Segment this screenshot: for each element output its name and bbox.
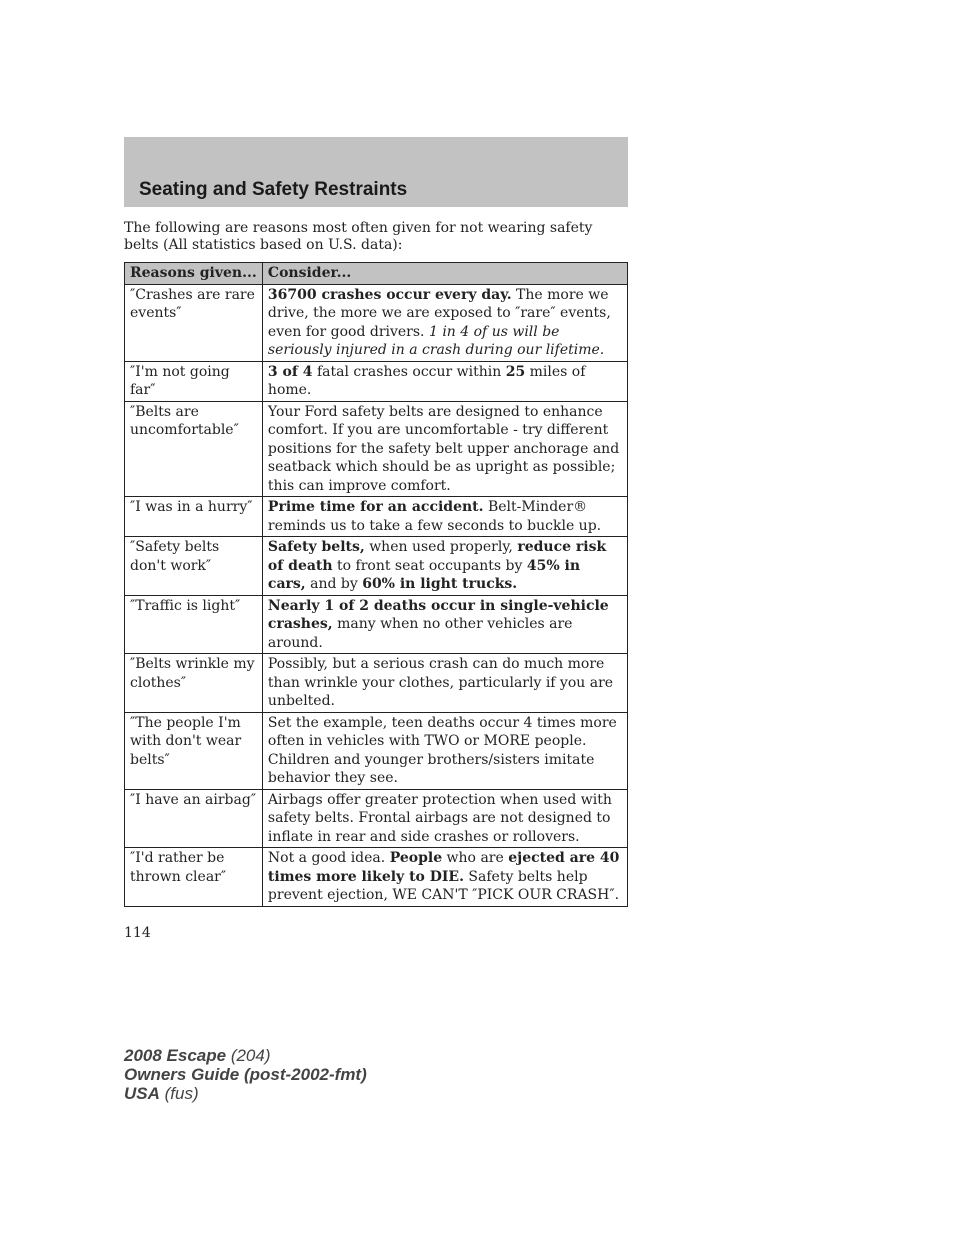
footer-line-1 [124,1046,367,1065]
consider-cell [262,361,627,401]
reason-cell: ″Traffic is light″ [125,595,263,654]
footer-market-code: (fus) [159,1084,199,1103]
reasons-table [124,262,628,907]
table-row [125,595,628,654]
footer-model: 2008 Escape [124,1046,227,1065]
consider-text-segment: Safety belts, [267,539,365,555]
table-row [125,654,628,713]
consider-text-segment: miles of home. [267,363,586,398]
table-body [125,284,628,906]
consider-text-segment: Your Ford safety belts are designed to enhance comfort. If you are uncomfortable - try different positions for the safety belt upper anchorage and seatback which should be as upright as possible; this can improve comfort. [267,403,620,494]
footer-model-code: (204) [226,1046,271,1065]
table-row [125,537,628,596]
consider-text-segment: 3 of 4 [267,363,313,380]
consider-text-segment: The more we drive, the more we are exposed to ″rare″ events, even for good drivers. [267,286,611,340]
consider-text-segment: and by [305,576,363,592]
reason-cell: ″I'm not going far″ [125,361,263,401]
reason-cell: ″The people I'm with don't wear belts″ [125,712,263,789]
table-row [125,848,628,907]
consider-cell [262,789,627,848]
consider-cell [262,401,627,497]
consider-text-segment: Set the example, teen deaths occur 4 times more often in vehicles with TWO or MORE people. Children and younger brothers/sisters imitate behavior they see. [267,714,617,786]
consider-text-segment: when used properly, [364,539,518,555]
reason-cell: ″I was in a hurry″ [125,497,263,537]
consider-text-segment: Prime time for an accident. [267,499,484,515]
consider-cell [262,848,627,907]
reason-cell: ″Crashes are rare events″ [125,284,263,361]
consider-cell [262,654,627,713]
header-reasons: Reasons given... [125,263,263,285]
footer-guide: Owners Guide (post-2002-fmt) [124,1065,367,1084]
reason-cell: ″Belts wrinkle my clothes″ [125,654,263,713]
reason-cell: ″Belts are uncomfortable″ [125,401,263,497]
consider-text-segment: Belt-Minder® reminds us to take a few seconds to buckle up. [267,499,602,534]
consider-text-segment: Nearly 1 of 2 deaths occur in single-vehicle crashes, [267,597,609,632]
consider-cell [262,537,627,596]
consider-text-segment: 25 [505,363,526,380]
reason-cell: ″Safety belts don't work″ [125,537,263,596]
consider-text-segment: Safety belts help prevent ejection, WE CAN'T ″PICK OUR CRASH″. [267,868,620,903]
consider-cell [262,284,627,361]
consider-text-segment: Airbags offer greater protection when used with safety belts. Frontal airbags are not designed to inflate in rear and side crashes or rollovers. [267,791,612,845]
consider-text-segment: Possibly, but a serious crash can do much more than wrinkle your clothes, particularly if you are unbelted. [267,656,614,709]
table-row [125,401,628,497]
reason-cell: ″I'd rather be thrown clear″ [125,848,263,907]
table-row [125,497,628,537]
consider-text-segment: 60% in light trucks. [362,576,518,592]
intro-paragraph: The following are reasons most often given for not wearing safety belts (All statistics based on U.S. data): [124,220,593,253]
section-title: Seating and Safety Restraints [139,179,408,200]
table-header-row [125,263,628,285]
consider-text-segment: many when no other vehicles are around. [267,616,573,651]
table-row [125,789,628,848]
consider-text-segment: fatal crashes occur within [312,363,506,380]
consider-text-segment: Not a good idea. [267,850,390,866]
consider-text-segment: ejected are 40 times more likely to DIE. [267,850,620,885]
page-number: 114 [124,925,151,941]
table-row [125,712,628,789]
consider-text-segment: reduce risk of death [267,539,607,574]
consider-text-segment: 1 in 4 of us will be seriously injured in a crash during our lifetime. [267,323,605,358]
consider-cell [262,712,627,789]
document-footer [124,1046,367,1103]
reason-cell: ″I have an airbag″ [125,789,263,848]
consider-cell [262,497,627,537]
consider-cell [262,595,627,654]
consider-text-segment: 36700 crashes occur every day. [267,286,512,303]
header-consider: Consider... [262,263,627,285]
footer-line-2 [124,1065,367,1084]
section-header-band [124,137,628,207]
consider-text-segment: who are [442,850,509,866]
consider-text-segment: to front seat occupants by [332,557,527,574]
consider-text-segment: People [389,850,443,866]
footer-market: USA [124,1084,160,1103]
table-row [125,284,628,361]
footer-line-3 [124,1084,367,1103]
consider-text-segment: 45% in cars, [267,557,581,592]
table-row [125,361,628,401]
